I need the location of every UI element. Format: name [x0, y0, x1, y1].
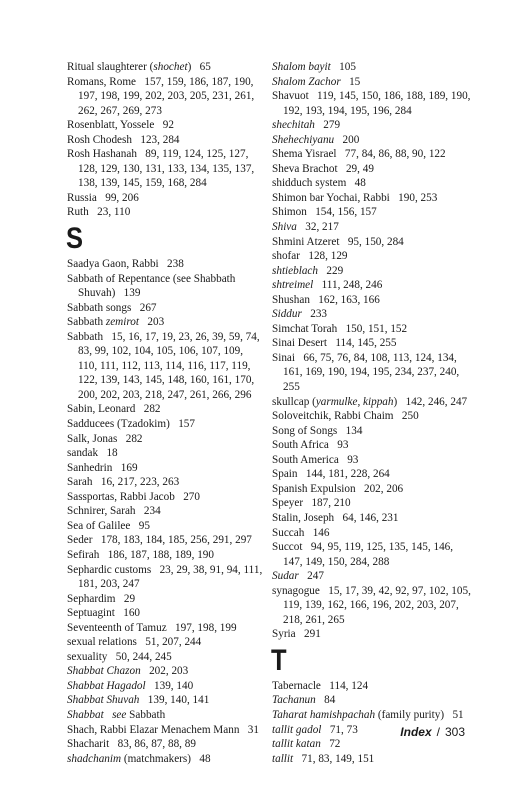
index-entry: [272, 235, 472, 250]
entry-text: Ruth 23, 110: [67, 206, 131, 219]
index-entry: [67, 635, 263, 650]
index-entry: [67, 461, 263, 476]
entry-text: Sheva Brachot 29, 49: [272, 162, 374, 175]
entry-text: skullcap (: [272, 395, 316, 408]
index-entry: [272, 220, 472, 235]
page-footer: [330, 725, 465, 739]
entry-text: 202, 203: [140, 665, 189, 678]
index-entry: [67, 752, 263, 767]
index-entry: [67, 301, 263, 316]
entry-italic-text: Shiva: [272, 221, 297, 234]
entry-italic-text: Shabbat Hagadol: [67, 679, 146, 692]
entry-text: 200: [334, 133, 360, 146]
index-entry: [67, 693, 263, 708]
entry-text: 105: [330, 61, 356, 73]
entry-text: 233: [301, 308, 328, 321]
entry-italic-text: zemirot: [105, 316, 139, 329]
section-letter-s: S: [66, 222, 84, 256]
entry-text: Shimon bar Yochai, Rabbi 190, 253: [272, 191, 438, 204]
entry-text: Stalin, Joseph 64, 146, 231: [272, 511, 399, 524]
index-entry: [272, 737, 472, 752]
index-entry: [67, 257, 263, 272]
index-entry: [272, 409, 472, 424]
index-entry: [272, 264, 472, 279]
entry-text: 71, 83, 149, 151: [293, 752, 375, 765]
index-entry: [67, 402, 263, 417]
entry-text: ) 142, 246, 247: [393, 395, 468, 408]
entry-text: Sephardic customs 23, 29, 38, 91, 94, 111, 181, 203, 247: [67, 563, 266, 591]
index-entry: [272, 693, 472, 708]
entry-text: Sea of Galilee 95: [67, 519, 150, 532]
index-entry: [67, 708, 263, 723]
index-entry: [272, 482, 472, 497]
index-entry: [272, 249, 472, 264]
index-entry: [67, 205, 263, 220]
entry-text: Tabernacle 114, 124: [272, 679, 369, 692]
index-entry: [272, 496, 472, 511]
index-entry: [67, 446, 263, 461]
index-entry: [272, 191, 472, 206]
entry-text: 32, 217: [296, 221, 339, 234]
entry-text: Sabbath 15, 16, 17, 19, 23, 26, 39, 59, 74, 83, 99, 102, 104, 105, 106, 107, 109, 110, 111, 112, 113, 114, 116, 117, 119, 122, 139, 143, 145, 148, 160, 161, 170, 200, 202, 203, 218, 247, 261, 266, 296: [67, 330, 263, 401]
entry-text: Seventeenth of Tamuz 197, 198, 199: [67, 621, 237, 634]
entry-text: Syria 291: [272, 628, 321, 641]
entry-text: Sabbath: [67, 316, 106, 329]
index-entry: [272, 307, 472, 322]
index-entry: [67, 272, 263, 301]
index-entry: [272, 176, 472, 191]
page-number: 303: [444, 725, 465, 739]
entry-italic-text: Shabbat Chazon: [67, 665, 141, 678]
index-entry: [272, 147, 472, 162]
entry-text: synagogue 15, 17, 39, 42, 92, 97, 102, 105, 119, 139, 162, 166, 196, 202, 203, 207, 218, 261, 265: [272, 584, 474, 626]
entry-text: sandak 18: [67, 447, 118, 460]
entry-text: 111, 248, 246: [313, 279, 383, 292]
index-entry: [67, 606, 263, 621]
entry-text: Sarah 16, 217, 223, 263: [67, 476, 180, 489]
index-column-right: [272, 60, 472, 766]
entry-text: Romans, Rome 157, 159, 186, 187, 190, 197, 198, 199, 202, 203, 205, 231, 261, 262, 267, 269, 273: [67, 75, 257, 117]
index-entry: [272, 526, 472, 541]
entry-italic-text: Shabbat Shuvah: [67, 694, 140, 707]
footer-separator: /: [436, 725, 440, 739]
index-entry: [67, 563, 266, 592]
entry-text: Rosenblatt, Yossele 92: [67, 119, 174, 132]
index-entry: [272, 540, 472, 569]
index-entry: [272, 89, 472, 118]
index-entry: [67, 679, 263, 694]
section-letter-t: T: [271, 643, 287, 677]
index-entry: [272, 569, 472, 584]
index-entry: [272, 75, 472, 90]
index-entry: [272, 438, 472, 453]
index-entry: [67, 330, 263, 403]
entry-text: (family purity) 51: [375, 708, 464, 721]
index-entry: [67, 490, 263, 505]
index-entry: [67, 432, 263, 447]
entry-text: shofar 128, 129: [272, 250, 348, 263]
entry-text: Shema Yisrael 77, 84, 86, 88, 90, 122: [272, 148, 446, 161]
entry-text: Sabbath of Repentance (see Shabbath Shuvah) 139: [67, 272, 239, 300]
index-entry: [272, 752, 472, 767]
index-entry: [67, 147, 263, 191]
entry-italic-text: Sudar: [272, 570, 299, 583]
entry-text: Spanish Expulsion 202, 206: [272, 482, 404, 495]
index-entry: [272, 205, 472, 220]
index-entry: [67, 621, 263, 636]
index-entry: [67, 519, 263, 534]
index-entry: [67, 548, 263, 563]
footer-label: Index: [400, 725, 432, 739]
index-entry: [67, 737, 263, 752]
index-entry: [67, 664, 263, 679]
entry-text: Shach, Rabbi Elazar Menachem Mann 31: [67, 723, 259, 736]
index-entry: [67, 723, 263, 738]
index-entry: [67, 417, 263, 432]
entry-italic-text: Taharat hamishpachah: [272, 708, 376, 721]
entry-text: Shavuot 119, 145, 150, 186, 188, 189, 190, 192, 193, 194, 195, 196, 284: [272, 90, 474, 117]
entry-text: Shimon 154, 156, 157: [272, 206, 377, 219]
entry-italic-text: Shalom Zachor: [272, 75, 341, 88]
entry-text: Simchat Torah 150, 151, 152: [272, 322, 408, 335]
entry-text: Sadducees (Tzadokim) 157: [67, 418, 195, 431]
index-entry: [272, 679, 472, 694]
entry-text: Spain 144, 181, 228, 264: [272, 468, 390, 481]
index-entry: [272, 322, 472, 337]
entry-italic-text: shtieblach: [272, 264, 318, 277]
entry-italic-text: yarmulke, kippah: [315, 395, 394, 408]
index-entry: [272, 627, 472, 642]
index-entry: [67, 475, 263, 490]
entry-text: (matchmakers) 48: [121, 752, 211, 765]
index-entry: [272, 708, 472, 723]
index-column-left: [66, 60, 266, 766]
index-entry: [67, 315, 263, 330]
entry-text: 247: [298, 570, 324, 583]
entry-italic-text: Tachanun: [272, 694, 316, 707]
index-entry: [272, 60, 472, 75]
index-entry: [67, 191, 263, 206]
entry-italic-text: tallit gadol: [272, 723, 322, 736]
entry-text: South Africa 93: [272, 439, 349, 452]
entry-text: 15: [340, 75, 361, 88]
entry-text: Ritual slaughterer (: [67, 61, 154, 73]
index-entry: [272, 395, 472, 410]
index-entry: [272, 424, 472, 439]
index-entry: [272, 511, 472, 526]
entry-italic-text: Shehechiyanu: [272, 133, 335, 146]
entry-text: 229: [318, 264, 344, 277]
index-entry: [67, 592, 263, 607]
entry-text: Shushan 162, 163, 166: [272, 293, 380, 306]
index-entry: [272, 351, 472, 395]
entry-text: Speyer 187, 210: [272, 497, 351, 510]
index-entry: [272, 467, 472, 482]
entry-text: South America 93: [272, 453, 359, 466]
entry-text: 84: [315, 694, 336, 707]
entry-text: Sanhedrin 169: [67, 461, 138, 474]
entry-text: shidduch system 48: [272, 177, 366, 190]
entry-text: Salk, Jonas 282: [67, 432, 143, 445]
entry-text: Shacharit 83, 86, 87, 88, 89: [67, 738, 196, 751]
entry-text: ) 65: [187, 61, 211, 73]
index-entry: [272, 453, 472, 468]
entry-text: Sinai Desert 114, 145, 255: [272, 337, 397, 350]
index-entry: [67, 133, 263, 148]
entry-text: sexuality 50, 244, 245: [67, 650, 172, 663]
entry-italic-text: Shabbat: [67, 708, 104, 721]
index-entry: [67, 504, 263, 519]
entry-text: 203: [139, 316, 165, 329]
entry-text: Sefirah 186, 187, 188, 189, 190: [67, 548, 214, 561]
entry-text: Sinai 66, 75, 76, 84, 108, 113, 124, 134, 161, 169, 190, 194, 195, 234, 237, 240, 255: [272, 351, 462, 394]
entry-text: Sabin, Leonard 282: [67, 403, 161, 416]
entry-italic-text: tallit: [272, 752, 294, 765]
index-entry: [272, 133, 472, 148]
entry-text: Schnirer, Sarah 234: [67, 505, 161, 518]
entry-italic-text: shtreimel: [272, 279, 314, 292]
index-entry: [272, 278, 472, 293]
entry-text: 139, 140: [145, 679, 194, 692]
entry-text: Soloveitchik, Rabbi Chaim 250: [272, 410, 419, 423]
entry-text: [104, 709, 112, 721]
entry-text: Succah 146: [272, 526, 330, 539]
entry-italic-text: Siddur: [272, 308, 302, 321]
entry-text: Sabbath songs 267: [67, 301, 157, 314]
entry-text: sexual relations 51, 207, 244: [67, 636, 202, 649]
index-entry: [67, 118, 263, 133]
entry-italic-text: see: [112, 708, 127, 721]
entry-text: Seder 178, 183, 184, 185, 256, 291, 297: [67, 534, 252, 547]
entry-text: Septuagint 160: [67, 607, 141, 620]
entry-italic-text: shochet: [153, 61, 188, 73]
entry-text: Rosh Hashanah 89, 119, 124, 125, 127, 128, 129, 130, 131, 133, 134, 135, 137, 138, 139, 145, 159, 168, 284: [67, 148, 257, 190]
index-entry: [272, 584, 472, 628]
entry-text: Sabbath: [126, 708, 166, 721]
entry-italic-text: tallit katan: [272, 738, 321, 751]
index-entry: [67, 75, 263, 119]
index-entry: [272, 293, 472, 308]
index-entry: [67, 533, 263, 548]
entry-italic-text: shadchanim: [67, 752, 122, 765]
entry-italic-text: Shalom bayit: [272, 61, 331, 73]
entry-text: Song of Songs 134: [272, 424, 363, 437]
entry-text: Saadya Gaon, Rabbi 238: [67, 258, 184, 271]
entry-text: Shmini Atzeret 95, 150, 284: [272, 235, 404, 248]
index-entry: [67, 60, 263, 75]
index-entry: [272, 336, 472, 351]
entry-text: Sassportas, Rabbi Jacob 270: [67, 490, 200, 503]
index-entry: [272, 118, 472, 133]
entry-text: 139, 140, 141: [139, 694, 210, 707]
entry-text: Rosh Chodesh 123, 284: [67, 133, 180, 146]
entry-text: Russia 99, 206: [67, 191, 139, 204]
entry-text: Sephardim 29: [67, 592, 136, 605]
index-entry: [67, 650, 263, 665]
entry-italic-text: shechitah: [272, 119, 315, 132]
entry-text: 279: [314, 119, 341, 132]
index-entry: [272, 162, 472, 177]
entry-text: Succot 94, 95, 119, 125, 135, 145, 146, 147, 149, 150, 284, 288: [272, 541, 456, 568]
entry-text: 71, 73: [321, 723, 358, 736]
entry-text: 72: [320, 738, 341, 751]
